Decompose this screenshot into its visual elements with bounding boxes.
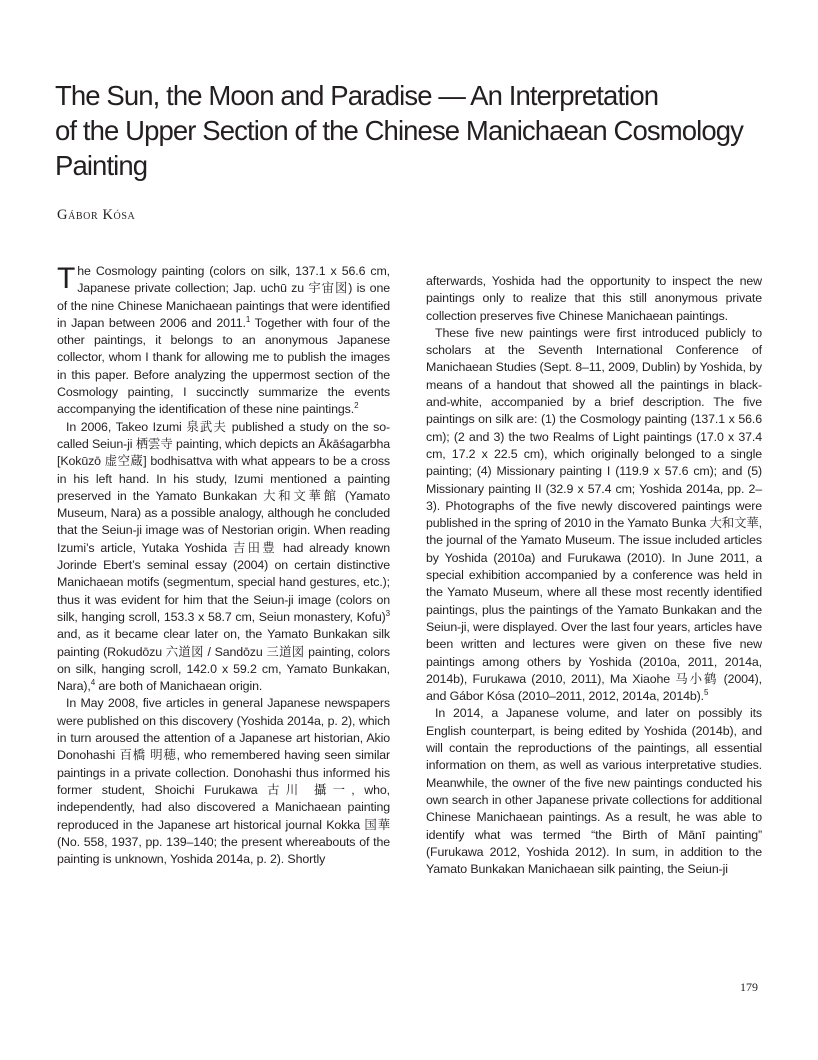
- author-name: Gábor Kósa: [57, 207, 136, 223]
- paragraph: The Cosmology painting (colors on silk, 137.1 x 56.6 cm, Japanese private collection; Jap. uchū zu 宇宙図) is one of the nine Chinese Manichaean paintings that were identified in Japan between 2006 and 2011.$^1$ Together with four of the other paintings, it belongs to an anonymous Japanese collector, whom I thank for allowing me to publish the images in this paper. Before analyzing the uppermost section of the Cosmology painting, I succinctly summarize the events accompanying the identification of these nine paintings.$^2$: [57, 262, 390, 417]
- title-line-2: of the Upper Section of the Chinese Manichaean Cosmology: [55, 115, 743, 146]
- page-number: 179: [740, 980, 758, 994]
- footnote-ref: 1: [245, 314, 251, 324]
- paragraph: In 2006, Takeo Izumi 泉武夫 published a study on the so-called Seiun-ji 栖雲寺 painting, which depicts an Ākāśagarbha [Kokūzō 虚空蔵] bodhisattva with what appears to be a cross in his left hand. In his study, Izumi mentioned a painting preserved in the Yamato Bunkakan 大和文華館 (Yamato Museum, Nara) as a possible analogy, although he concluded that the Seiun-ji image was of Nestorian origin. When reading Izumi’s article, Yutaka Yoshida 吉田豊 had already known Jorinde Ebert’s seminal essay (2004) on certain distinctive Manichaean motifs (segmentum, special hand gestures, etc.); thus it was evident for him that the Seiun-ji image (colors on silk, hanging scroll, 153.3 x 58.7 cm, Seiun monastery, Kofu)$^3$ and, as it became clear later on, the Yamato Bunkakan silk painting (Rokudōzu 六道図 / Sandōzu 三道図 painting, colors on silk, hanging scroll, 142.0 x 59.2 cm, Yamato Bunkakan, Nara),$^4$ are both of Manichaean origin.: [57, 419, 390, 694]
- footnote-ref: 2: [354, 401, 359, 411]
- paragraph: In 2014, a Japanese volume, and later on possibly its English counterpart, is being edited by Yoshida (2014b), and will contain the reproductions of the paintings, all essential information on them, as well as various interpretative studies. Meanwhile, the owner of the five new paintings conducted his own search in other Japanese private collections for additional Chinese Manichaean paintings. As a result, he was able to identify what was termed “the Birth of Mānī painting” (Furukawa 2012, Yoshida 2012). In sum, in addition to the Yamato Bunkakan Manichaean silk painting, the Seiun-ji: [426, 706, 762, 877]
- footnote-ref: 3: [385, 608, 390, 618]
- paragraph: These five new paintings were first introduced publicly to scholars at the Seventh International Conference of Manichaean Studies (Sept. 8–11, 2009, Dublin) by Yoshida, by means of a handout that showed all the paintings in black-and-white, accompanied by a brief description. The five paintings on silk are: (1) the Cosmology painting (137.1 x 56.6 cm); (2 and 3) the two Realms of Light paintings (17.0 x 37.4 cm, 17.2 x 22.5 cm), which originally belonged to a single painting; (4) Missionary painting I (119.9 x 57.6 cm); and (5) Missionary painting II (32.9 x 57.4 cm; Yoshida 2014a, pp. 2–3). Photographs of the five newly discovered paintings were published in the spring of 2010 in the Yamato Bunka 大和文華, the journal of the Yamato Museum. The issue included articles by Yoshida (2010a) and Furukawa (2010). In June 2011, a special exhibition accompanied by a conference was held in the Yamato Museum, where all these most recently identified paintings, plus the paintings of the Yamato Bunkakan and the Seiun-ji, were displayed. Over the last four years, articles have been written and lectures were given on these five new paintings among others by Yoshida (2010a, 2011, 2014a, 2014b), Furukawa (2010, 2011), Ma Xiaohe 马小鹤 (2004), and Gábor Kósa (2010–2011, 2012, 2014a, 2014b).$^5$: [426, 325, 762, 704]
- title-line-1: The Sun, the Moon and Paradise — An Interpretation: [55, 80, 659, 111]
- title-line-3: Painting: [55, 150, 148, 181]
- paragraph: afterwards, Yoshida had the opportunity to inspect the new paintings only to realize that this still anonymous private collection preserves five Chinese Manichaean paintings.: [426, 274, 762, 323]
- drop-cap: T: [57, 262, 76, 295]
- left-column: [57, 263, 390, 868]
- right-column: [426, 273, 762, 878]
- footnote-ref: 4: [90, 678, 96, 687]
- paragraph: In May 2008, five articles in general Japanese newspapers were published on this discovery (Yoshida 2014a, p. 2), which in turn aroused the attention of a Japanese art historian, Akio Donohashi 百橋 明穂, who remembered having seen similar paintings in a private collection. Donohashi thus informed his former student, Shoichi Furukawa 古川 攝一, who, independently, had also discovered a Manichaean painting reproduced in the Japanese art historical journal Kokka 国華 (No. 558, 1937, pp. 139–140; the present whereabouts of the painting is unknown, Yoshida 2014a, p. 2). Shortly: [57, 696, 390, 867]
- footnote-ref: 5: [703, 688, 709, 697]
- article-title: [55, 78, 775, 183]
